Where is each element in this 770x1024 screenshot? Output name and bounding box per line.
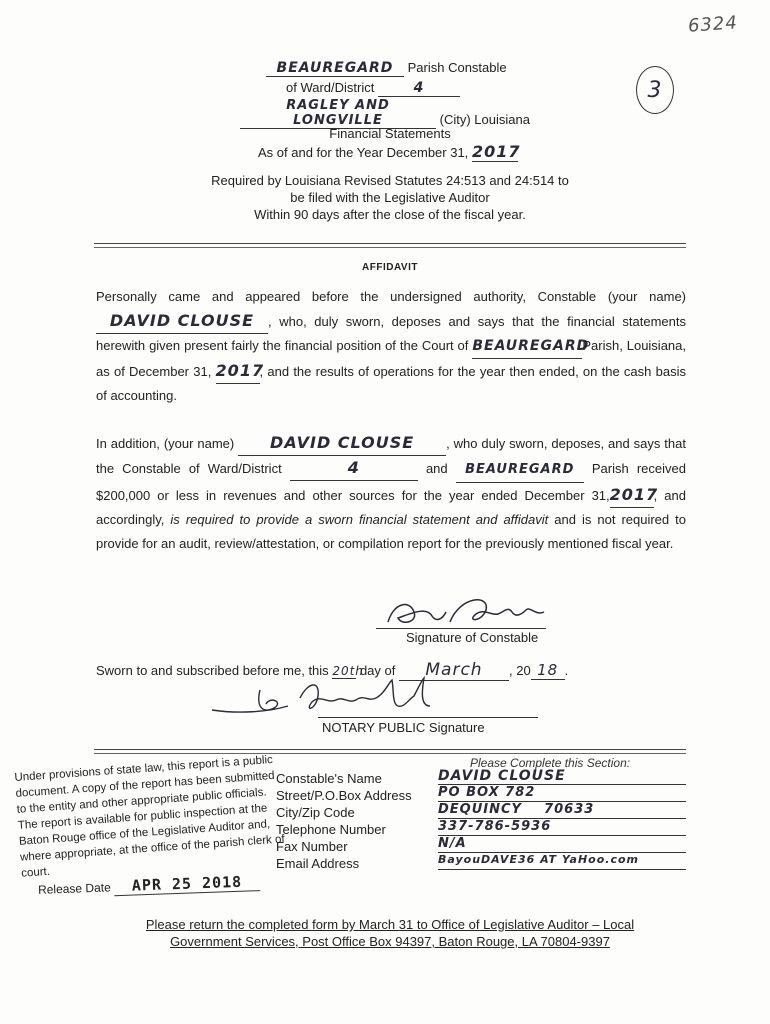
ward-value: 4 <box>378 80 460 97</box>
p2-parish: BEAUREGARD <box>456 458 584 483</box>
constable-signature-label: Signature of Constable <box>406 630 539 645</box>
title: Financial Statements <box>329 126 451 141</box>
sworn-text-b: day of <box>359 663 396 678</box>
p2-text-c: and <box>425 461 448 476</box>
requirement-line-2: be filed with the Legislative Auditor <box>290 190 490 205</box>
p1-parish: BEAUREGARD <box>472 334 582 359</box>
public-notice: Under provisions of state law, this report is a public document. A copy of the report has been submitted to the entity and other appropriate public officials. The report is available for public inspection at the Baton Rouge office of the Legislative Auditor and, where appropriate, at the office of the parish clerk of court. <box>14 753 286 880</box>
sworn-text-a: Sworn to and subscribed before me, this <box>96 663 329 678</box>
value-fax: N/A <box>438 836 686 853</box>
divider-bottom-2 <box>94 753 686 754</box>
label-telephone: Telephone Number <box>276 822 386 837</box>
p2-italic: is required to provide a sworn financial statement and affidavit <box>170 512 549 527</box>
notary-signature-drawing <box>208 676 468 720</box>
p2-text-d: Parish received $200,000 or less in revenues and other sources for the year ended December 31, <box>96 461 686 503</box>
sworn-month: March <box>399 660 509 681</box>
label-street-address: Street/P.O.Box Address <box>276 788 412 803</box>
footer-line-2: Government Services, Post Office Box 94397, Baton Rouge, LA 70804-9397 <box>170 934 610 949</box>
year-label: As of and for the Year December 31, <box>258 145 469 160</box>
footer <box>100 916 680 950</box>
p1-text-a: Personally came and appeared before the undersigned authority, Constable (your name) <box>96 289 686 304</box>
p1-text-b: , who, duly sworn, deposes and says that the financial statements herewith given present fairly the financial position of the Court of <box>96 314 686 353</box>
value-constable-name: DAVID CLOUSE <box>438 768 686 785</box>
value-telephone: 337-786-5936 <box>438 819 686 836</box>
parish-value: BEAUREGARD <box>266 60 404 77</box>
p1-year: 2017 <box>216 359 260 384</box>
label-fax: Fax Number <box>276 839 348 854</box>
constable-signature-line <box>376 628 546 629</box>
divider-top <box>94 243 686 244</box>
label-constable-name: Constable's Name <box>276 771 382 786</box>
divider-bottom <box>94 749 686 750</box>
contact-values <box>438 768 686 870</box>
ward-label: of Ward/District <box>286 80 375 95</box>
notary-signature-line <box>318 717 538 718</box>
circled-number: 3 <box>647 78 663 103</box>
p2-text-a: In addition, (your name) <box>96 436 235 451</box>
please-complete: Please Complete this Section: <box>470 756 631 770</box>
p2-year: 2017 <box>610 483 654 508</box>
p2-ward: 4 <box>290 456 418 481</box>
parish-label: Parish Constable <box>407 60 507 75</box>
affidavit-heading: AFFIDAVIT <box>362 262 418 273</box>
circled-number-badge <box>636 66 674 114</box>
parish-line <box>266 60 507 77</box>
constable-signature-drawing <box>380 592 550 630</box>
sworn-year: 18 <box>531 661 565 680</box>
city-value: RAGLEY AND LONGVILLE <box>240 98 436 129</box>
year-line <box>258 142 521 162</box>
p1-text-d: , and the results of operations for the year then ended, on the cash basis of accounting. <box>96 364 686 403</box>
affidavit-paragraph-2 <box>96 431 686 556</box>
p2-constable-name: DAVID CLOUSE <box>238 431 446 456</box>
value-street-address: PO BOX 782 <box>438 785 686 802</box>
release-date-label: Release Date <box>37 880 112 897</box>
value-city-zip: DEQUINCY 70633 <box>438 802 686 819</box>
notary-signature <box>208 676 468 720</box>
sworn-line: Sworn to and subscribed before me, this 20th day of March , 20 18 . <box>96 660 569 680</box>
requirement-text <box>140 172 640 223</box>
document-number: 6324 <box>687 12 739 37</box>
constable-signature <box>380 592 550 630</box>
p2-text-b: , who duly sworn, deposes, and says that the Constable of Ward/District <box>96 436 686 476</box>
p1-constable-name: DAVID CLOUSE <box>96 309 268 334</box>
label-city-zip: City/Zip Code <box>276 805 355 820</box>
ward-line <box>286 80 460 97</box>
sworn-day: 20th <box>332 664 364 678</box>
p2-text-e: , and accordingly, <box>96 488 686 527</box>
requirement-line-1: Required by Louisiana Revised Statutes 24:513 and 24:514 to <box>211 173 569 188</box>
p1-text-c: Parish, Louisiana, as of December 31, <box>96 338 686 379</box>
city-line <box>240 98 530 129</box>
contact-labels <box>276 770 436 872</box>
divider-top-2 <box>94 247 686 248</box>
affidavit-paragraph-1 <box>96 285 686 408</box>
footer-line-1: Please return the completed form by March 31 to Office of Legislative Auditor – Local <box>145 917 635 932</box>
value-email: BayouDAVE36 AT YaHoo.com <box>438 853 686 870</box>
city-label: (City) Louisiana <box>439 112 530 127</box>
label-email: Email Address <box>276 856 360 871</box>
requirement-line-3: Within 90 days after the close of the fiscal year. <box>254 207 526 222</box>
p2-text-f: and is not required to provide for an audit, review/attestation, or compilation report for the previously mentioned fiscal year. <box>96 512 686 551</box>
sworn-text-c: , 20 <box>508 663 531 678</box>
notary-signature-label: NOTARY PUBLIC Signature <box>322 720 485 735</box>
year-value: 2017 <box>471 142 521 161</box>
release-date-stamp: APR 25 2018 <box>114 872 261 896</box>
